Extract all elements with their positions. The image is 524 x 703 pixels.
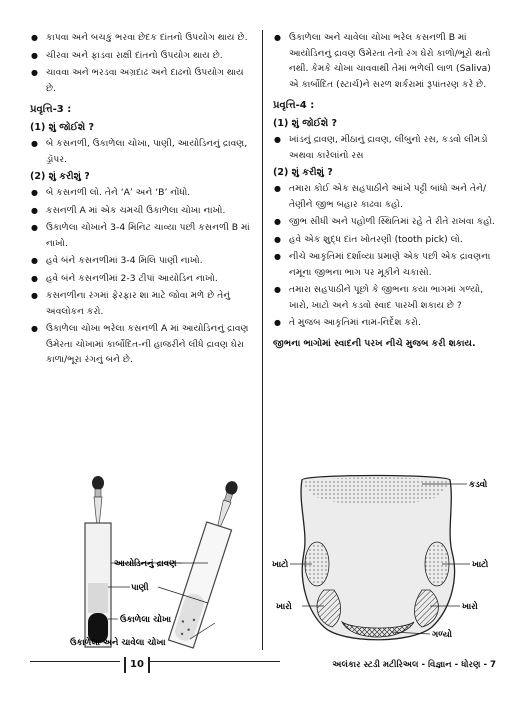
list-item: ● જીભ સીધી અને પહોળી સ્થિતિમાં રહે તે રીતે રાખવા કહો.	[273, 214, 499, 230]
salty-left-label: ખારો	[276, 602, 292, 612]
left-column	[30, 30, 254, 370]
page-footer	[0, 655, 524, 677]
activity-4-heading: પ્રવૃત્તિ-4 :	[273, 100, 315, 111]
what-needed-heading: (1) શું જોઈશે ?	[30, 122, 95, 133]
list-item: ● ચીરવા અને ફાડવા રાક્ષી દાંતનો ઉપયોગ થાય છે.	[30, 48, 254, 64]
list-item: ● ઉકાળેલા ચોખાને 3-4 મિનિટ ચાવ્યા પછી કસનળી B માં નાખો.	[30, 220, 254, 251]
footer-rule	[150, 661, 280, 662]
list-item: ● કાપવા અને બચકું ભરવા છેદક દાંતનો ઉપયોગ થાય છે.	[30, 30, 254, 46]
right-column	[273, 30, 499, 351]
bitter-label: કડવો	[469, 480, 488, 490]
list-item: ● તે મુજબ આકૃતિમાં નામ-નિર્દેશ કરો.	[273, 315, 499, 331]
column-divider	[262, 30, 263, 650]
list-item: ● નીચે આકૃતિમાં દર્શાવ્યા પ્રમાણે એક પછી એક દ્રાવણના નમૂના જીભના ભાગ પર મૂકીને ચકાસો.	[273, 249, 499, 280]
list-item: ● ઉકાળેલા અને ચાવેલા ચોખા ભરેલ કસનળી B માં આયોડિનનું દ્રાવણ ઉમેરતા તેનો રંગ ઘેરો કાળો/ભૂરો થતો નથી. કેમકે ચોખા ચાવવાથી તેમાં ભળેલી લાળ (Saliva) એ કાર્બોદિત (સ્ટાર્ચ)ને સરળ શર્કરામાં રૂપાંતરણ કરે છે.	[273, 30, 499, 92]
list-item: ● તમારા સહપાઠીને પૂછો કે જીભના કયા ભાગમાં ગળ્યો, ખારો, ખાટો અને કડવો સ્વાદ પારખી શકાય છે ?	[273, 282, 499, 313]
what-to-do-heading: (2) શું કરીશું ?	[273, 167, 333, 178]
what-needed-heading: (1) શું જોઈશે ?	[273, 118, 338, 129]
list-item: ● કસનળી A માં એક ચમચી ઉકાળેલા ચોખા નાખો.	[30, 203, 254, 219]
iodine-label: આયોડિનનું દ્રાવણ	[114, 559, 177, 569]
what-to-do-heading: (2) શું કરીશું ?	[30, 171, 90, 182]
test-tube-figure	[30, 475, 255, 655]
list-item: ● હવે બંને કસનળીમાં 3-4 મિલિ પાણી નાખો.	[30, 253, 254, 269]
salty-right-label: ખારો	[462, 602, 478, 612]
sour-left-label: ખાટો	[272, 560, 289, 570]
publisher-title: અલંકાર સ્ટડી મટીરિઅલ - વિજ્ઞાન - ધોરણ - 7	[332, 660, 496, 670]
list-item: ● ખાંડનું દ્રાવણ, મીઠાનું દ્રાવણ, લીંબુનો રસ, કડવો લીમડો અથવા કારેલાંનો રસ	[273, 132, 499, 163]
list-item: ● ચાવવા અને ભરડવા અગ્રદાઢ અને દાઢનો ઉપયોગ થાય છે.	[30, 65, 254, 96]
list-item: ● બે કસનળી, ઉકાળેલા ચોખા, પાણી, આયોડિનનું દ્રાવણ, ડ્રૉપર.	[30, 136, 254, 167]
sour-right-label: ખાટો	[472, 560, 489, 570]
boiled-rice-label: ઉકાળેલા ચોખા	[120, 615, 172, 625]
list-item: ● તમારા કોઈ એક સહપાઠીને આંખે પટ્ટી બાંધો અને તેને/તેણીને જીભ બહાર કાઢવા કહો.	[273, 181, 499, 212]
list-item: ● બે કસનળી લો. તેને ‘A’ અને ‘B’ નોંધો.	[30, 185, 254, 201]
water-label: પાણી	[131, 583, 149, 593]
tongue-caption: જીભના ભાગોમાં સ્વાદની પરખ નીચે મુજબ કરી શકાય.	[273, 337, 476, 349]
activity-3-heading: પ્રવૃત્તિ-3 :	[30, 104, 72, 115]
sweet-label: ગળ્યો	[432, 630, 452, 640]
list-item: ● કસનળીના રંગમાં ફેરફાર શા માટે જોવા મળે છે તેનું અવલોકન કરો.	[30, 288, 254, 319]
page-number: 10	[124, 657, 150, 673]
test-tube-a	[85, 476, 111, 647]
list-item: ● ઉકાળેલા ચોખા ભરેલા કસનળી A માં આયોડિનનું દ્રાવણ ઉમેરતા ચોખામાં કાર્બોદિત-ની હાજરીને લીધે દ્રાવણ ઘેરા કાળા/ભૂરા રંગનું બને છે.	[30, 321, 254, 368]
chewed-rice-label: ઉકાળેલા અને ચાવેલા ચોખા	[70, 638, 166, 648]
footer-rule	[30, 661, 120, 662]
list-item: ● હવે એક શુદ્ધ દાંત ખોતરણી (tooth pick) લો.	[273, 232, 499, 248]
tongue-figure	[272, 472, 504, 652]
list-item: ● હવે બંને કસનળીમાં 2-3 ટીપાં આયોડિન નાખો.	[30, 271, 254, 287]
